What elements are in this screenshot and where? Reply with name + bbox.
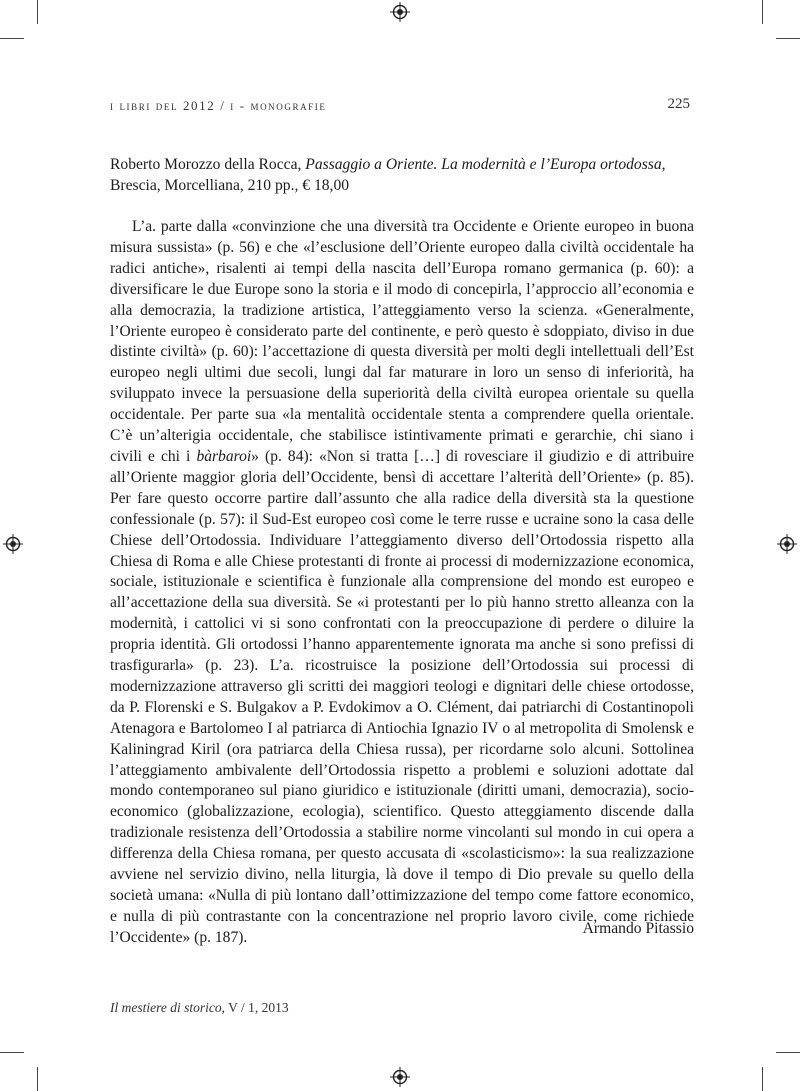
registration-mark-icon xyxy=(777,534,797,554)
citation-details: , Brescia, Morcelliana, 210 pp., € 18,00 xyxy=(110,156,666,195)
citation-author: Roberto Morozzo della Rocca, xyxy=(110,156,306,173)
registration-mark-icon xyxy=(390,1067,410,1087)
crop-mark xyxy=(37,0,38,24)
page-header xyxy=(110,98,690,118)
review-body xyxy=(110,217,694,949)
crop-mark xyxy=(776,38,800,39)
book-citation xyxy=(110,154,695,196)
page-number: 225 xyxy=(667,96,690,112)
running-head: i libri del 2012 / i - monografie xyxy=(110,98,327,113)
journal-title: Il mestiere di storico xyxy=(110,1000,222,1015)
crop-mark xyxy=(762,0,763,24)
review-paragraph xyxy=(110,217,694,949)
registration-mark-icon xyxy=(3,534,23,554)
reviewer-signature: Armando Pitassio xyxy=(582,920,694,937)
crop-mark xyxy=(762,1067,763,1091)
crop-mark xyxy=(0,1052,24,1053)
review-text: L’a. parte dalla «convinzione che una diversità tra Occidente e Oriente europeo in buona misura sussista» (p. 56) e che «l’esclusione dell’Oriente europeo dalla civiltà occidentale ha radici antiche», risalenti ai tempi della nascita dell’Europa romano germanica (p. 60): a diversificare le due Europe sono la storia e il modo di concepirla, l’approccio all’economia e alla democrazia, la tradizione artistica, l’atteggiamento verso la scienza. «Generalmente, l’Oriente europeo è considerato parte del continente, e però questo è sdoppiato, diviso in due distinte civiltà» (p. 60): l’accettazione di questa diversità per molti degli intellettuali dell’Est europeo negli ultimi due secoli, lungi dal far maturare in loro un senso di inferiorità, ha sviluppato invece la persuasione della superiorità della civiltà europea orientale su quella occidentale. Per parte sua «la mentalità occidentale stenta a comprendere quella orientale. C’è un’alterigia occidentale, che stabilisce istintivamente primati e gerarchie, chi siano i civili e chi i xyxy=(110,218,694,465)
registration-mark-icon xyxy=(390,2,410,22)
review-italic-term: bàrbaroi xyxy=(196,447,252,465)
page-footer xyxy=(110,1000,289,1016)
crop-mark xyxy=(0,38,24,39)
crop-mark xyxy=(37,1067,38,1091)
review-text: » (p. 84): «Non si tratta […] di rovesciare il giudizio e di attribuire all’Oriente maggior gloria dell’Occidente, bensì di accettare l’alterità dell’Oriente» (p. 85). Per fare questo occorre partire dall’assunto che alla radice della diversità sta la questione confessionale (p. 57): il Sud-Est europeo così come le terre russe e ucraine sono la casa delle Chiese dell’Ortodossia. Individuare l’atteggiamento diverso dell’Ortodossia rispetto alla Chiesa di Roma e alle Chiese protestanti di fronte ai processi di modernizzazione economica, sociale, istituzionale e scientifica è funzionale alla comprensione del mondo est europeo e all’accettazione della sua diversità. Se «i protestanti per lo più hanno stretto alleanza con la modernità, i cattolici vi si sono confrontati con la preoccupazione di perdere o diluire la propria identità. Gli ortodossi l’hanno apparentemente ignorata ma anche si sono prefissi di trasfigurarla» (p. 23). L’a. ricostruisce la posizione dell’Ortodossia sui processi di modernizzazione attraverso gli scritti dei maggiori teologi e dignitari delle chiese ortodosse, da P. Florenski e S. Bulgakov a P. Evdokimov a O. Clément, dai patriarchi di Costantinopoli Atenagora e Bartolomeo I al patriarca di Antiochia Ignazio IV o al metropolita di Smolensk e Kaliningrad Kiril (ora patriarca della Chiesa russa), per ricordarne solo alcuni. Sottolinea l’atteggiamento ambivalente dell’Ortodossia rispetto a problemi e soluzioni adottate dal mondo contemporaneo sul piano giuridico e istituzionale (diritti umani, democrazia), socio-economico (globalizzazione, ecologia), scientifico. Questo atteggiamento discende dalla tradizionale resistenza dell’Ortodossia a stabilire norme vincolanti sul mondo in cui opera a differenza della Chiesa romana, per questo accusata di «scolasticismo»: la sua realizzazione avviene nel servizio divino, nella liturgia, là dove il tempo di Dio prevale su quello della società umana: «Nulla di più lontano dall’ottimizzazione del tempo come fattore economico, e nulla di più contrastante con la concentrazione nel proprio lavoro civile, come richiede l’Occidente» (p. 187). xyxy=(110,447,695,946)
citation-title: Passaggio a Oriente. La modernità e l’Europa ortodossa xyxy=(305,156,662,173)
journal-issue: , V / 1, 2013 xyxy=(221,1000,289,1015)
crop-mark xyxy=(776,1052,800,1053)
